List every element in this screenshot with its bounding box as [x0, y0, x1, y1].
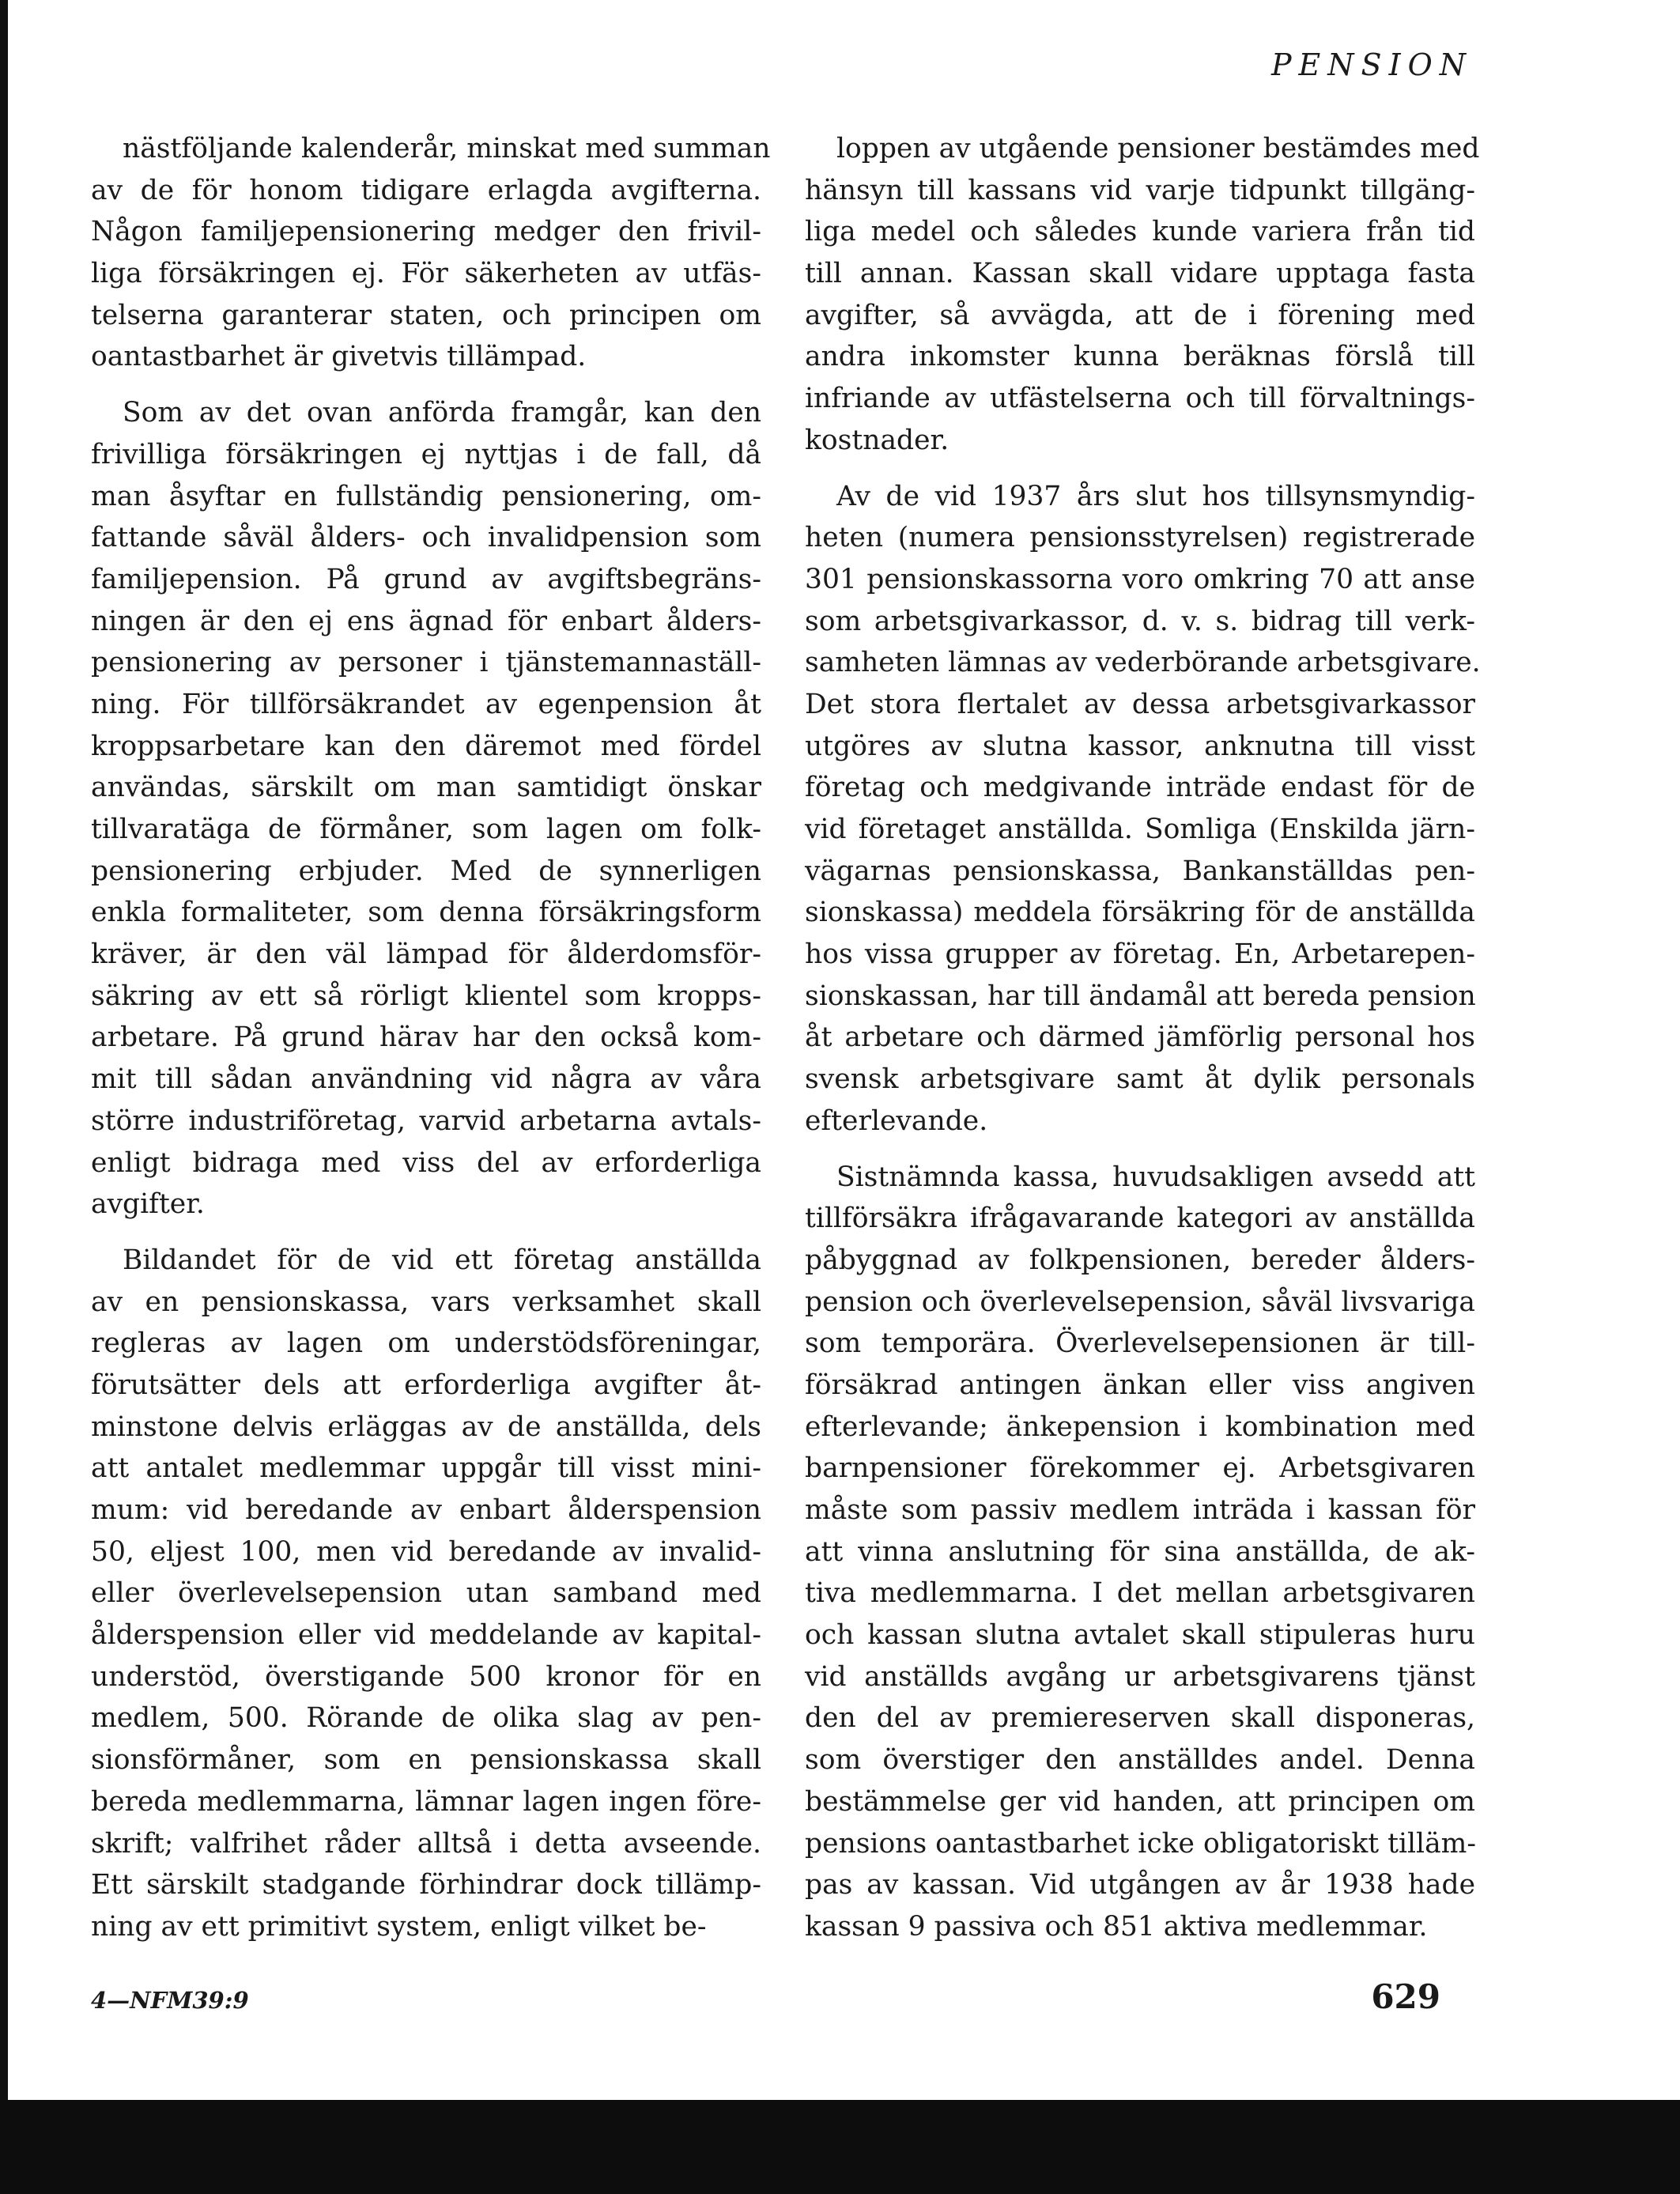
text-line: telserna garanterar staten, och principen om	[91, 299, 761, 331]
text-line: av de för honom tidigare erlagda avgifterna.	[91, 174, 761, 206]
paragraph	[805, 1157, 1475, 1948]
text-line: av en pensionskassa, vars verksamhet skall	[91, 1286, 761, 1318]
text-line: vid anställds avgång ur arbetsgivarens tjänst	[805, 1660, 1475, 1693]
text-line: samheten lämnas av vederbörande arbetsgivare.	[805, 647, 1481, 679]
running-head: PENSION	[1270, 47, 1473, 82]
left-column	[91, 128, 771, 1948]
paragraph	[91, 128, 771, 378]
text-line: som arbetsgivarkassor, d. v. s. bidrag till verk-	[805, 605, 1475, 637]
text-line: loppen av utgående pensioner bestämdes med	[836, 133, 1480, 164]
text-line: eller överlevelsepension utan samband med	[91, 1577, 761, 1610]
text-line: efterlevande; änkepension i kombination med	[805, 1410, 1475, 1443]
text-line: hos vissa grupper av företag. En, Arbetarepen-	[805, 938, 1475, 971]
text-line: regleras av lagen om understödsföreningar,	[91, 1327, 761, 1360]
text-line: måste som passiv medlem inträda i kassan för	[805, 1494, 1475, 1526]
text-line: frivilliga försäkringen ej nyttjas i de fall, då	[91, 438, 761, 470]
text-line: försäkrad antingen änkan eller viss angiven	[805, 1369, 1475, 1401]
text-line: Av de vid 1937 års slut hos tillsynsmyndig-	[836, 480, 1475, 512]
text-line: åt arbetare och därmed jämförlig personal hos	[805, 1021, 1475, 1054]
text-line: efterlevande.	[805, 1105, 988, 1137]
text-line: heten (numera pensionsstyrelsen) registrerade	[805, 522, 1475, 554]
text-line: andra inkomster kunna beräknas förslå till	[805, 341, 1475, 373]
text-line: hänsyn till kassans vid varje tidpunkt tillgäng-	[805, 174, 1475, 206]
text-line: kroppsarbetare kan den däremot med fördel	[91, 730, 761, 762]
text-line: pensionering av personer i tjänstemannaställ-	[91, 647, 761, 679]
text-line: 301 pensionskassorna voro omkring 70 att anse	[805, 563, 1475, 595]
text-line: enligt bidraga med viss del av erforderliga	[91, 1146, 761, 1179]
text-line: ningen är den ej ens ägnad för enbart ålders-	[91, 605, 761, 637]
text-line: den del av premiereserven skall disponeras,	[805, 1702, 1475, 1735]
page-number: 629	[1371, 1977, 1440, 2016]
text-line: arbetare. På grund härav har den också kom-	[91, 1021, 761, 1054]
text-line: förutsätter dels att erforderliga avgifter åt-	[91, 1369, 761, 1401]
text-line: större industriföretag, varvid arbetarna avtals-	[91, 1105, 761, 1137]
text-line: oantastbarhet är givetvis tillämpad.	[91, 341, 587, 373]
paragraph	[91, 392, 761, 1225]
text-line: tiva medlemmarna. I det mellan arbetsgivaren	[805, 1577, 1475, 1610]
text-line: 50, eljest 100, men vid beredande av invalid-	[91, 1535, 761, 1568]
text-line: fattande såväl ålders- och invalidpension som	[91, 522, 761, 554]
right-column	[805, 128, 1481, 1948]
text-line: liga försäkringen ej. För säkerheten av utfäs-	[91, 258, 761, 290]
text-line: enkla formaliteter, som denna försäkringsform	[91, 897, 761, 929]
text-line: Ett särskilt stadgande förhindrar dock tillämp-	[91, 1869, 761, 1901]
text-line: kostnader.	[805, 424, 949, 456]
text-line: man åsyftar en fullständig pensionering, om-	[91, 480, 761, 512]
text-line: familjepension. På grund av avgiftsbegräns-	[91, 563, 761, 595]
text-line: nästföljande kalenderår, minskat med summan	[123, 133, 771, 164]
text-line: mit till sådan användning vid några av våra	[91, 1063, 761, 1096]
text-line: Det stora flertalet av dessa arbetsgivarkassor	[805, 688, 1475, 720]
paragraph	[805, 128, 1480, 462]
text-line: Sistnämnda kassa, huvudsakligen avsedd att	[836, 1161, 1475, 1193]
text-line: och kassan slutna avtalet skall stipuleras huru	[805, 1619, 1475, 1652]
text-line: sionsförmåner, som en pensionskassa skall	[91, 1744, 761, 1777]
text-line: liga medel och således kunde variera från tid	[805, 216, 1475, 248]
text-line: som temporära. Överlevelsepensionen är till-	[805, 1327, 1475, 1360]
paragraph	[805, 476, 1481, 1142]
text-line: säkring av ett så rörligt klientel som kropps-	[91, 980, 761, 1012]
text-line: pas av kassan. Vid utgången av år 1938 hade	[805, 1869, 1475, 1901]
text-line: bestämmelse ger vid handen, att principen om	[805, 1785, 1475, 1818]
text-line: utgöres av slutna kassor, anknutna till visst	[805, 730, 1475, 762]
text-line: infriande av utfästelserna och till förvaltnings-	[805, 383, 1475, 415]
text-line: skrift; valfrihet råder alltså i detta avseende.	[91, 1827, 761, 1860]
scan-left-edge	[0, 0, 8, 2100]
text-line: svensk arbetsgivare samt åt dylik personals	[805, 1063, 1475, 1096]
text-line: användas, särskilt om man samtidigt önskar	[91, 772, 761, 804]
text-line: företag och medgivande inträde endast för de	[805, 772, 1475, 804]
text-line: minstone delvis erläggas av de anställda, dels	[91, 1410, 761, 1443]
scan-bottom-band	[0, 2100, 1680, 2194]
text-line: sionskassan, har till ändamål att bereda pension	[805, 980, 1476, 1012]
printer-signature: 4—NFM39:9	[91, 1987, 249, 2014]
text-line: avgifter, så avvägda, att de i förening med	[805, 299, 1475, 331]
text-line: sionskassa) meddela försäkring för de anställda	[805, 897, 1475, 929]
text-line: vägarnas pensionskassa, Bankanställdas pen-	[805, 855, 1475, 887]
text-line: kassan 9 passiva och 851 aktiva medlemmar.	[805, 1910, 1428, 1943]
text-line: medlem, 500. Rörande de olika slag av pen-	[91, 1702, 761, 1735]
text-line: Som av det ovan anförda framgår, kan den	[123, 397, 761, 429]
text-line: kräver, är den väl lämpad för ålderdomsför-	[91, 938, 761, 971]
text-line: pensions oantastbarhet icke obligatoriskt tilläm-	[805, 1827, 1477, 1860]
text-line: barnpensioner förekommer ej. Arbetsgivaren	[805, 1452, 1475, 1485]
text-line: vid företaget anställda. Somliga (Enskilda järn-	[805, 814, 1475, 845]
text-line: ning av ett primitivt system, enligt vilket be-	[91, 1910, 707, 1943]
text-line: pension och överlevelsepension, såväl livsvariga	[805, 1286, 1475, 1318]
text-line: ålderspension eller vid meddelande av kapital-	[91, 1619, 761, 1652]
text-line: understöd, överstigande 500 kronor för en	[91, 1660, 761, 1693]
text-line: att antalet medlemmar uppgår till visst mini-	[91, 1452, 761, 1485]
text-line: påbyggnad av folkpensionen, bereder ålders-	[805, 1244, 1475, 1276]
text-line: ning. För tillförsäkrandet av egenpension åt	[91, 688, 761, 720]
text-line: Bildandet för de vid ett företag anställda	[123, 1244, 761, 1276]
text-line: bereda medlemmarna, lämnar lagen ingen före-	[91, 1785, 761, 1818]
text-line: att vinna anslutning för sina anställda, de ak-	[805, 1535, 1475, 1568]
text-line: till annan. Kassan skall vidare upptaga fasta	[805, 258, 1475, 290]
text-line: tillförsäkra ifrågavarande kategori av anställda	[805, 1203, 1475, 1235]
text-line: Någon familjepensionering medger den frivil-	[91, 216, 761, 248]
paragraph	[91, 1240, 761, 1948]
text-line: pensionering erbjuder. Med de synnerligen	[91, 855, 761, 887]
text-line: tillvaratäga de förmåner, som lagen om folk-	[91, 814, 761, 845]
text-line: som överstiger den anställdes andel. Denna	[805, 1744, 1475, 1777]
text-line: mum: vid beredande av enbart ålderspension	[91, 1494, 761, 1526]
text-line: avgifter.	[91, 1188, 205, 1221]
